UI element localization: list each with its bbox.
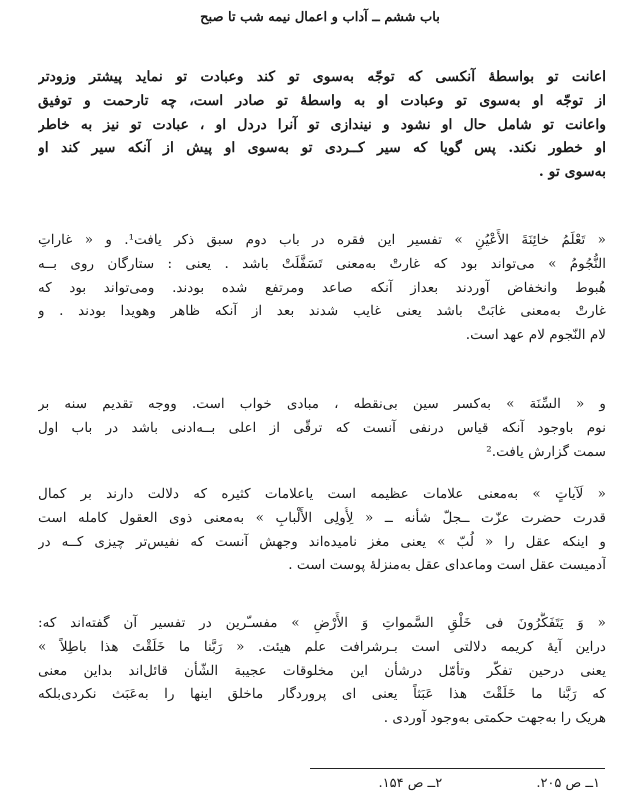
paragraph-2	[38, 229, 606, 348]
footnotes	[170, 774, 600, 794]
text-line: و اینکه عقل را « لُبّ » یعنی مغز نامیده‌اند وجهش آنست که نفیس‌تر چیزی کــه در	[38, 533, 606, 550]
text-line: نوم باوجود آنکه قیاس درنفی آنست که ترقّی از اعلی بــه‌ادنی باشد در باب اول	[38, 419, 606, 436]
paragraph-3	[38, 393, 606, 464]
text-line: هریک را به‌جهت حکمتی به‌وجود آوردی .	[383, 710, 606, 727]
running-header: باب ششم ــ آداب و اعمال نیمه شب تا صبح	[200, 10, 440, 25]
text-line: دراین آیهٔ کریمه دلالتی است بـرشرافت علم هیئت. « رَبَّنا ما خَلَقْتَ هذا باطِلاً »	[38, 638, 606, 655]
paragraph-4	[38, 483, 606, 578]
text-line: « تَعْلَمُ خائِنَةَ الأَعْيُنِ » تفسیر این فقره در باب دوم سبق ذکر یافت¹. و « غاراتِ	[38, 232, 606, 248]
paragraph-5	[38, 612, 606, 731]
text-line: اعانت تو بواسطهٔ آنکسی که توجّه به‌سوی تو کند وعبادت تو نماید پیشتر وزودتر	[38, 69, 606, 85]
text-line: و « السِّنَة » به‌کسر سین بی‌نقطه ، مبادی خواب است. ووجه تقدیم سنه بر	[38, 396, 606, 412]
text-line: واعانت تو شامل حال او نشود و نیندازی تو آنرا دردل او ، عبادت تو نیز به خاطر	[38, 116, 606, 133]
text-line: او خطور نکند. پس گویا که سیر کــردی تو به‌سوی او پیش از آنکه سیر کند او	[38, 140, 606, 157]
text-line: به‌سوی تو .	[538, 164, 606, 181]
text-line: « لَآیاتٍ » به‌معنی علامات عظیمه است یاعلامات کثیره که دلالت دارند بر کمال	[38, 486, 606, 502]
text-line: هُبوط وانخفاض آوردند بعداز آنکه صاعد ومرتفع شده بودند. ومی‌تواند بود که	[38, 279, 606, 296]
text-line: « وَ یَتَفَکَّرُونَ فی خَلْقِ السَّمواتِ وَ الأَرْضِ » مفسـّرین در تفسیر آن گفته‌اند که:	[38, 615, 606, 631]
text-line: یعنی درحین تفکّر وتأمّل درشأن این مخلوقات عجیبة الشّأن قائل‌اند بداین معنی	[38, 662, 606, 679]
text-line: که رَبَّنا ما خَلَقْتَ هذا عَبَثاً یعنی ای پروردگار ماخلق اینها را به‌عَبَث نکردی‌بلکه	[38, 686, 606, 703]
text-line: النُّجُومُ » می‌تواند بود که غارتْ به‌معنی تَسَفَّلَتْ باشد . یعنی : ستارگان روی بــه	[38, 255, 606, 272]
text-line: قدرت حضرت عزّت ــجلّ شأنه ــ « لِأُولِی الأَلْبابِ » به‌معنی ذوی العقول کامله است	[38, 509, 606, 526]
text-line: لام النّجوم لام عهد است.	[465, 327, 606, 344]
text-line: آدمیست عقل است وماعدای عقل به‌منزلهٔ پوست است .	[288, 557, 606, 574]
footnote-1: ۱ــ ص ۲۰۵.	[536, 776, 600, 791]
footnote-divider	[310, 768, 605, 769]
text-line: غارتْ به‌معنی غابَتْ باشد یعنی غایب شدند بعد از آنکه ظاهر وهویدا بودند . و	[38, 303, 606, 320]
text-line: از توجّه او به‌سوی تو وعبادت او به واسطهٔ تو صادر است، چه تارحمت و توفیق	[38, 92, 606, 109]
footnote-2: ۲ــ ص ۱۵۴.	[378, 776, 443, 791]
paragraph-1	[38, 66, 606, 185]
text-line: سمت گزارش یافت.²	[486, 443, 606, 460]
